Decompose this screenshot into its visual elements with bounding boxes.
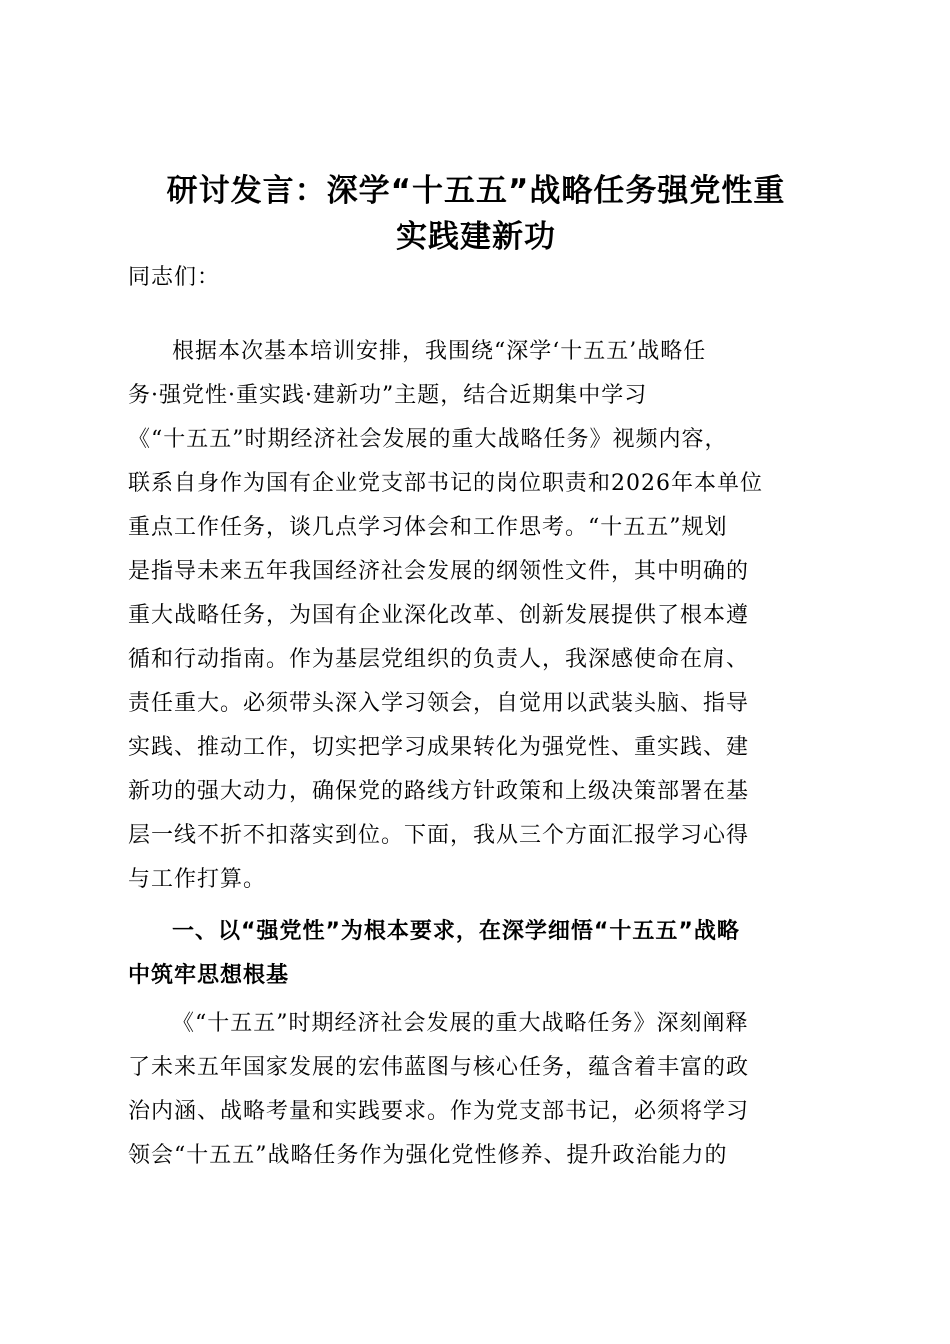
paragraph-1-line-10: 实践、推动工作，切实把学习成果转化为强党性、重实践、建 [128,735,750,760]
paragraph-1-line-7: 重大战略任务，为国有企业深化改革、创新发展提供了根本遵 [128,603,750,628]
paragraph-1-line-6: 是指导未来五年我国经济社会发展的纲领性文件，其中明确的 [128,559,750,584]
paragraph-1-line-5: 重点工作任务，谈几点学习体会和工作思考。“十五五”规划 [128,515,728,540]
paragraph-1-line-2: 务·强党性·重实践·建新功”主题，结合近期集中学习 [128,383,648,408]
paragraph-1-line-4: 联系自身作为国有企业党支部书记的岗位职责和2026年本单位 [128,471,763,496]
paragraph-1-line-9: 责任重大。必须带头深入学习领会，自觉用以武装头脑、指导 [128,691,750,716]
title-line-1: 研讨发言：深学“十五五”战略任务强党性重 [166,173,786,209]
title-line-2: 实践建新功 [396,219,556,255]
paragraph-1-line-3: 《“十五五”时期经济社会发展的重大战略任务》视频内容， [128,427,728,452]
paragraph-1-line-13: 与工作打算。 [128,867,267,892]
salutation: 同志们： [128,265,221,290]
paragraph-2-line-3: 治内涵、战略考量和实践要求。作为党支部书记，必须将学习 [128,1099,750,1124]
paragraph-1-line-12: 层一线不折不扣落实到位。下面，我从三个方面汇报学习心得 [128,823,750,848]
paragraph-2-line-1: 《“十五五”时期经济社会发展的重大战略任务》深刻阐释 [172,1011,749,1036]
section-1-heading-line-1: 一、以“强党性”为根本要求，在深学细悟“十五五”战略 [172,919,740,944]
document-title [120,168,832,260]
paragraph-1-line-1: 根据本次基本培训安排，我围绕“深学‘十五五’战略任 [172,339,707,364]
paragraph-2-line-2: 了未来五年国家发展的宏伟蓝图与核心任务，蕴含着丰富的政 [128,1055,750,1080]
paragraph-1-line-8: 循和行动指南。作为基层党组织的负责人，我深感使命在肩、 [128,647,750,672]
section-1-heading-line-2: 中筑牢思想根基 [128,963,290,988]
paragraph-1-line-11: 新功的强大动力，确保党的路线方针政策和上级决策部署在基 [128,779,750,804]
paragraph-2-line-4: 领会“十五五”战略任务作为强化党性修养、提升政治能力的 [128,1143,728,1168]
